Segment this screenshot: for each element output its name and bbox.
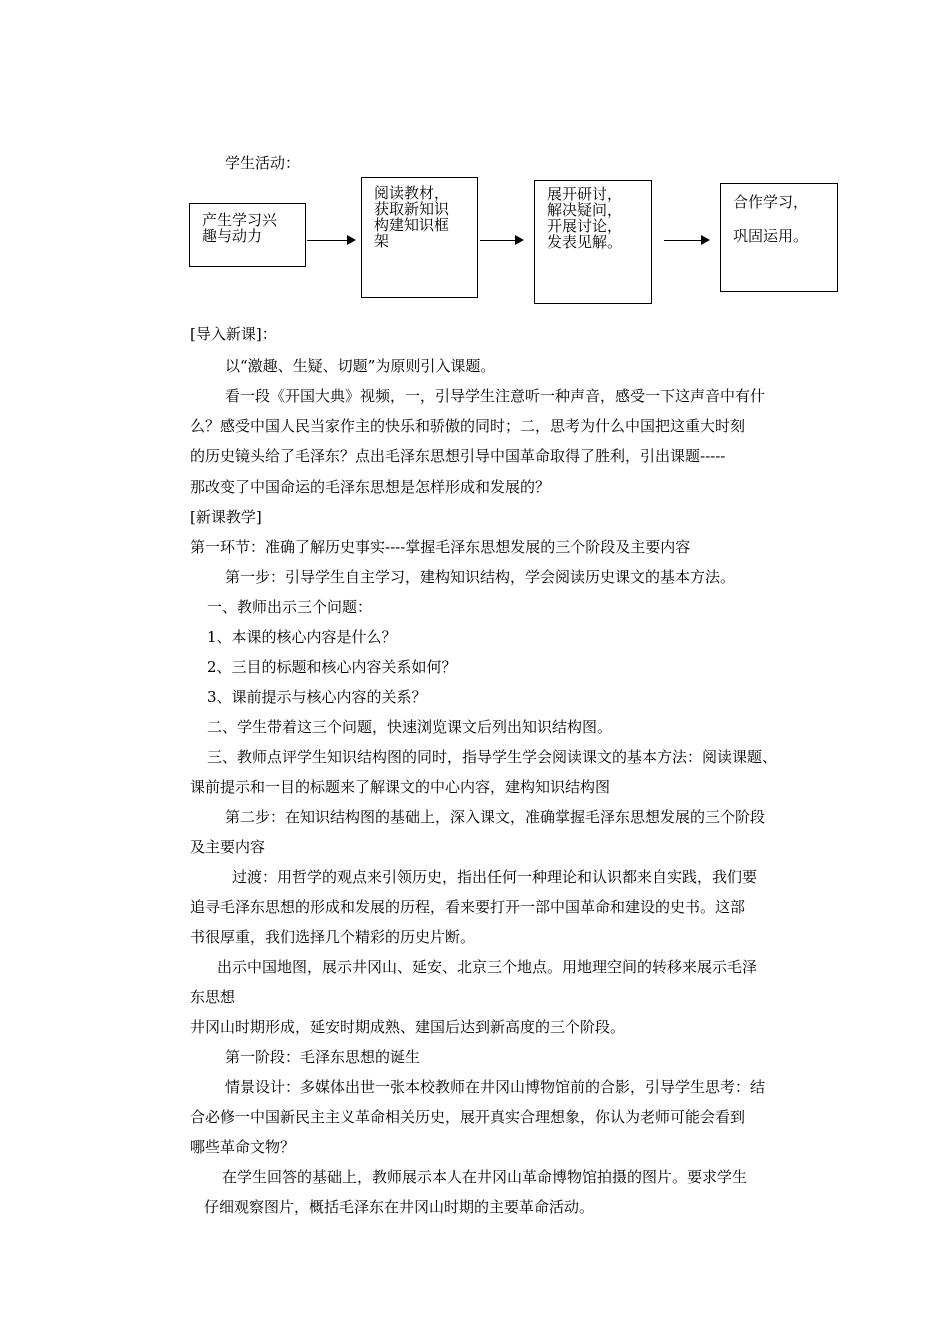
paragraph-line: 井冈山时期形成，延安时期成熟、建国后达到新高度的三个阶段。	[190, 1018, 626, 1036]
paragraph-line: 以“激趣、生疑、切题”为原则引入课题。	[225, 357, 496, 375]
paragraph-line: 第一阶段：毛泽东思想的诞生	[225, 1048, 421, 1066]
paragraph-line: 二、学生带着这三个问题，快速浏览课文后列出知识结构图。	[207, 718, 613, 736]
list-item: 1、本课的核心内容是什么？	[207, 628, 397, 646]
paragraph-line: 出示中国地图，展示井冈山、延安、北京三个地点。用地理空间的转移来展示毛泽	[217, 958, 758, 976]
paragraph-line: 情景设计：多媒体出世一张本校教师在井冈山博物馆前的合影，引导学生思考：结	[225, 1078, 766, 1096]
list-item: 2、三目的标题和核心内容关系如何？	[207, 658, 457, 676]
paragraph-line: 第一步：引导学生自主学习，建构知识结构，学会阅读历史课文的基本方法。	[225, 568, 736, 586]
paragraph-line: 课前提示和一目的标题来了解课文的中心内容，建构知识结构图	[190, 778, 611, 796]
paragraph-line: 么？感受中国人民当家作主的快乐和骄傲的同时；二，思考为什么中国把这重大时刻	[190, 417, 746, 435]
paragraph-line: 过渡：用哲学的观点来引领历史，指出任何一种理论和认识都来自实践，我们要	[232, 868, 758, 886]
list-item: 3、课前提示与核心内容的关系？	[207, 688, 427, 706]
paragraph-line: 第一环节：准确了解历史事实----掌握毛泽东思想发展的三个阶段及主要内容	[190, 538, 691, 556]
flow-arrow	[664, 240, 708, 241]
flow-box-label: 合作学习， 巩固运用。	[733, 193, 809, 245]
flow-box-label: 产生学习兴 趣与动力	[202, 211, 278, 245]
flow-box-label: 展开研讨， 解决疑问， 开展讨论， 发表见解。	[547, 185, 623, 251]
flow-box-reading	[361, 177, 478, 298]
section-heading: [新课教学]	[190, 508, 262, 526]
flow-box-interest	[189, 203, 306, 267]
flow-box-label: 阅读教材， 获取新知识 构建知识框 架	[374, 184, 450, 250]
paragraph-line: 那改变了中国命运的毛泽东思想是怎样形成和发展的？	[190, 478, 551, 496]
paragraph-line: 书很厚重，我们选择几个精彩的历史片断。	[190, 928, 476, 946]
section-heading: [导入新课]：	[190, 325, 277, 343]
flow-box-cooperation	[720, 183, 838, 292]
flow-title: 学生活动：	[225, 154, 301, 172]
paragraph-line: 的历史镜头给了毛泽东？点出毛泽东思想引导中国革命取得了胜利，引出课题-----	[190, 447, 726, 465]
paragraph-line: 一、教师出示三个问题：	[207, 598, 373, 616]
flow-box-discussion	[534, 180, 652, 304]
paragraph-line: 仔细观察图片，概括毛泽东在井冈山时期的主要革命活动。	[204, 1198, 595, 1216]
paragraph-line: 在学生回答的基础上，教师展示本人在井冈山革命博物馆拍摄的图片。要求学生	[222, 1168, 748, 1186]
paragraph-line: 三、教师点评学生知识结构图的同时，指导学生学会阅读课文的基本方法：阅读课题、	[207, 748, 778, 766]
paragraph-line: 东思想	[190, 988, 236, 1006]
paragraph-line: 及主要内容	[190, 838, 266, 856]
paragraph-line: 看一段《开国大典》视频，一，引导学生注意听一种声音，感受一下这声音中有什	[225, 387, 766, 405]
paragraph-line: 第二步：在知识结构图的基础上，深入课文，准确掌握毛泽东思想发展的三个阶段	[225, 808, 766, 826]
paragraph-line: 合必修一中国新民主主义革命相关历史，展开真实合理想象，你认为老师可能会看到	[190, 1108, 746, 1126]
flow-arrow	[307, 240, 354, 241]
paragraph-line: 追寻毛泽东思想的形成和发展的历程，看来要打开一部中国革命和建设的史书。这部	[190, 898, 746, 916]
paragraph-line: 哪些革命文物？	[190, 1138, 296, 1156]
flow-arrow	[480, 240, 522, 241]
